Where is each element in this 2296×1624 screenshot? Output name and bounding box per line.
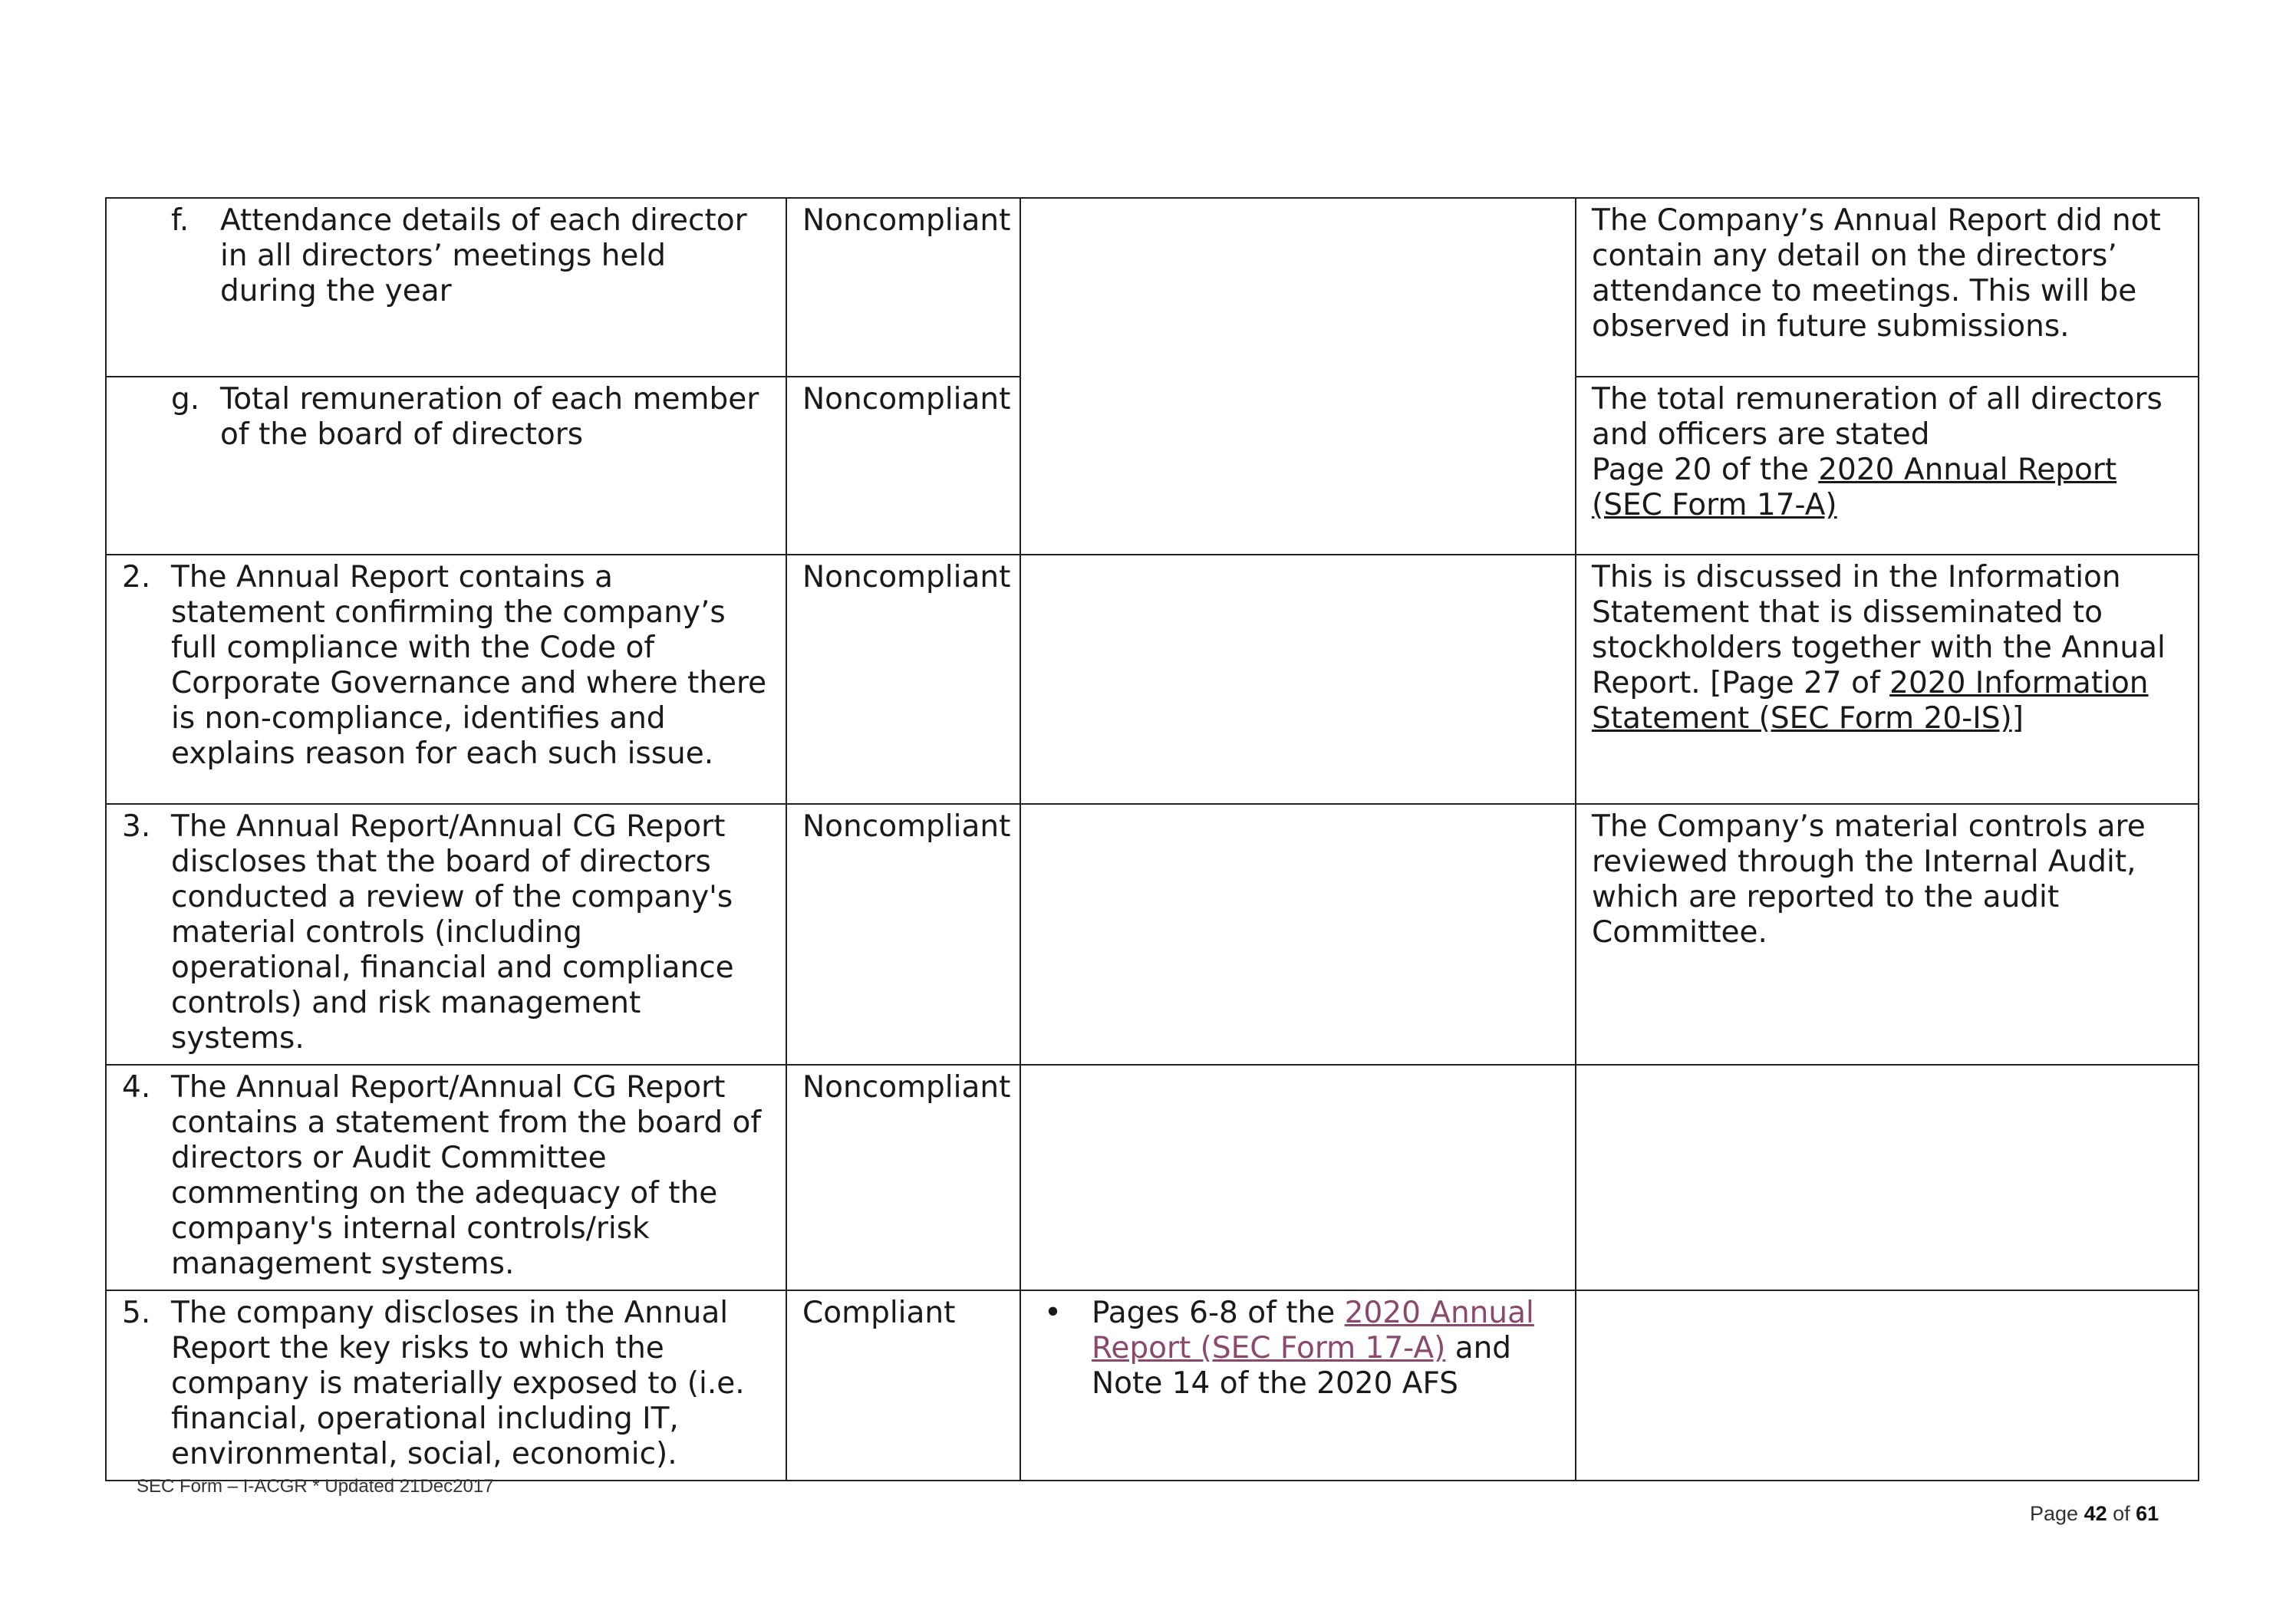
compliance-table xyxy=(105,197,2199,1481)
status-cell xyxy=(786,1065,1020,1290)
remarks-cell xyxy=(1576,1065,2199,1290)
table-row xyxy=(106,1290,2199,1481)
explanation-prefix: Pages 6-8 of the xyxy=(1092,1296,1345,1330)
explanation-cell xyxy=(1020,555,1576,804)
recommendation-cell xyxy=(106,804,786,1065)
recommendation-text: The Annual Report/Annual CG Report discloses that the board of directors conducted a review of the company's material controls (including operational, financial and compliance controls) and risk management systems. xyxy=(171,809,734,1056)
information-statement-link[interactable]: 2020 Information Statement (SEC Form 20-IS) xyxy=(1592,666,2149,736)
compliance-status: Noncompliant xyxy=(802,809,1011,844)
remarks-text: The Company’s material controls are reviewed through the Internal Audit, which are reported to the audit Committee. xyxy=(1592,809,2146,950)
remarks-cell xyxy=(1576,377,2199,555)
recommendation-cell xyxy=(106,198,786,377)
page-current: 42 xyxy=(2084,1502,2107,1525)
item-number: 4. xyxy=(122,1070,151,1105)
page-word: Page xyxy=(2030,1502,2084,1525)
recommendation-cell xyxy=(106,1290,786,1481)
bullet-icon: • xyxy=(1044,1296,1062,1330)
page-of: of xyxy=(2107,1502,2136,1525)
status-cell xyxy=(786,198,1020,377)
table-row xyxy=(106,1065,2199,1290)
remarks-cell xyxy=(1576,198,2199,377)
remarks-text: The total remuneration of all directors and officers are stated xyxy=(1592,382,2163,452)
status-cell xyxy=(786,1290,1020,1481)
recommendation-text: The Annual Report contains a statement confirming the company’s full compliance with the Code of Corporate Governance and where there is non-compliance, identifies and explains reason for each such issue. xyxy=(171,560,767,771)
page-number xyxy=(2030,1502,2159,1526)
recommendation-text: The company discloses in the Annual Report the key risks to which the company is materially exposed to (i.e. financial, operational including IT, environmental, social, economic). xyxy=(171,1296,745,1471)
table-row xyxy=(106,198,2199,377)
remarks-page-ref xyxy=(1592,453,2182,523)
annual-report-link[interactable]: 2020 Annual Report (SEC Form 17-A) xyxy=(1092,1296,1534,1365)
annual-report-link[interactable]: 2020 Annual Report (SEC Form 17-A) xyxy=(1592,453,2117,522)
remarks-cell xyxy=(1576,555,2199,804)
compliance-status: Noncompliant xyxy=(802,203,1011,238)
status-cell xyxy=(786,804,1020,1065)
compliance-status: Noncompliant xyxy=(802,382,1011,417)
recommendation-cell xyxy=(106,555,786,804)
explanation-text xyxy=(1092,1296,1560,1402)
page-total: 61 xyxy=(2136,1502,2159,1525)
explanation-cell xyxy=(1020,1065,1576,1290)
status-cell xyxy=(786,377,1020,555)
form-footer-label: SEC Form – I-ACGR * Updated 21Dec2017 xyxy=(137,1476,494,1497)
recommendation-text: Attendance details of each director in all directors’ meetings held during the year xyxy=(220,203,747,308)
item-number: f. xyxy=(171,203,189,238)
explanation-suffix: and Note 14 of the 2020 AFS xyxy=(1092,1331,1512,1401)
remarks-page-label: Page 20 of the xyxy=(1592,453,1819,487)
remarks-suffix: ] xyxy=(2011,701,2024,736)
recommendation-cell xyxy=(106,1065,786,1290)
item-number: 5. xyxy=(122,1296,151,1330)
explanation-bullet xyxy=(1036,1296,1560,1402)
recommendation-text: Total remuneration of each member of the board of directors xyxy=(220,382,759,452)
compliance-status: Noncompliant xyxy=(802,560,1011,595)
item-number: g. xyxy=(171,382,200,417)
compliance-status: Compliant xyxy=(802,1296,956,1330)
explanation-cell xyxy=(1020,198,1576,555)
remarks-text: This is discussed in the Information Statement that is disseminated to stockholders together with the Annual Report. [Page 27 of xyxy=(1592,560,2166,700)
table-row xyxy=(106,804,2199,1065)
recommendation-text: The Annual Report/Annual CG Report contains a statement from the board of directors or Audit Committee commenting on the adequacy of the company's internal controls/risk management systems. xyxy=(171,1070,762,1281)
compliance-status: Noncompliant xyxy=(802,1070,1011,1105)
remarks-cell xyxy=(1576,804,2199,1065)
item-number: 2. xyxy=(122,560,151,595)
item-number: 3. xyxy=(122,809,151,844)
status-cell xyxy=(786,555,1020,804)
explanation-cell xyxy=(1020,1290,1576,1481)
remarks-cell xyxy=(1576,1290,2199,1481)
remarks-text: The Company’s Annual Report did not contain any detail on the directors’ attendance to meetings. This will be observed in future submissions. xyxy=(1592,203,2161,344)
recommendation-cell xyxy=(106,377,786,555)
explanation-cell xyxy=(1020,804,1576,1065)
table-row xyxy=(106,555,2199,804)
